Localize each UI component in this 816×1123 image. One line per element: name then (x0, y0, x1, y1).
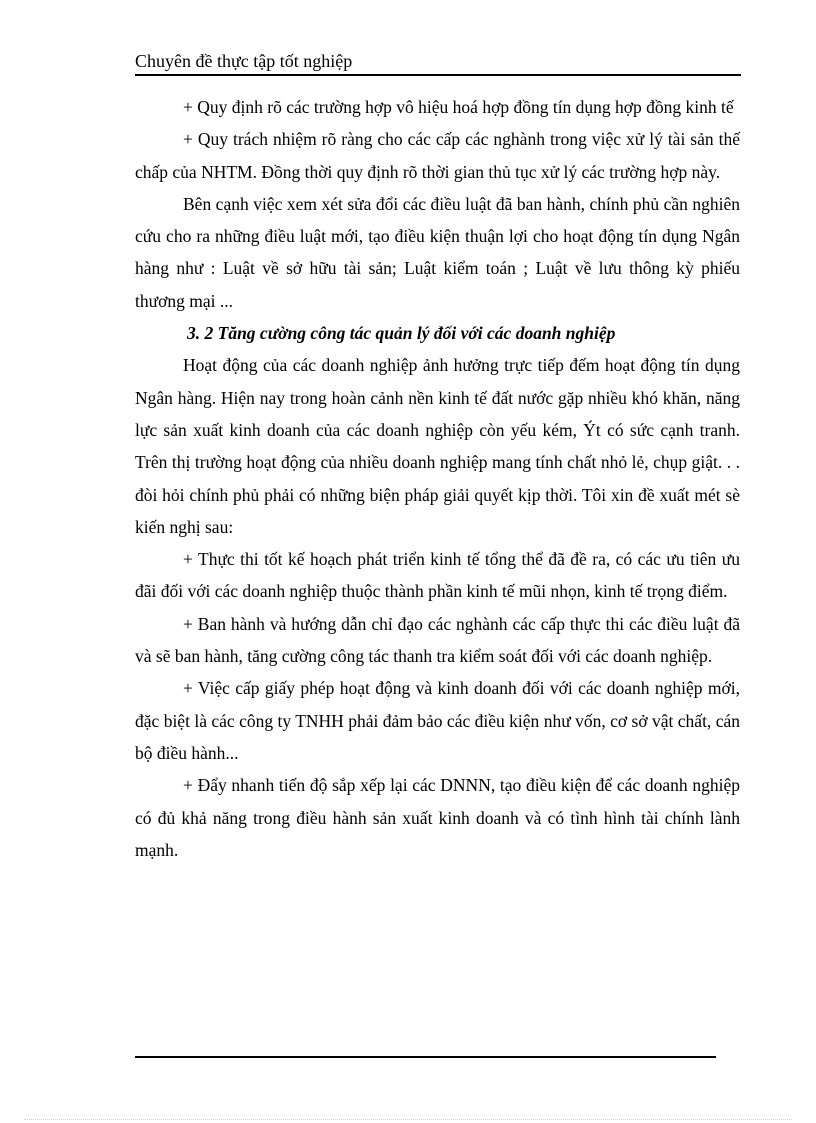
paragraph-new-laws: Bên cạnh việc xem xét sửa đổi các điều luật đã ban hành, chính phủ cần nghiên cứu cho ra những điều luật mới, tạo điều kiện thuận lợi cho hoạt động tín dụng Ngân hàng như : Luật về sở hữu tài sản; Luật kiểm toán ; Luật về lưu thông kỳ phiếu thương mại ... (135, 193, 740, 311)
paragraph-dnnn-restructure: + Đẩy nhanh tiến độ sắp xếp lại các DNNN, tạo điều kiện để các doanh nghiệp có đủ khả năng trong điều hành sản xuất kinh doanh và có tình hình tài chính lành mạnh. (135, 775, 740, 860)
section-heading: 3. 2 Tăng cường công tác quản lý đối với các doanh nghiệp (187, 323, 616, 344)
page-header (135, 49, 741, 76)
paragraph-guidance: + Ban hành và hướng dẫn chỉ đạo các nghành các cấp thực thi các điều luật đã và sẽ ban hành, tăng cường công tác thanh tra kiểm soát đối với các doanh nghiệp. (135, 613, 740, 667)
paragraph-enterprise-activity: Hoạt động của các doanh nghiệp ảnh hưởng trực tiếp đếm hoạt động tín dụng Ngân hàng. Hiện nay trong hoàn cảnh nền kinh tế đất nước gặp nhiều khó khăn, năng lực sản xuất kinh doanh của các doanh nghiệp còn yếu kém, Ýt có sức cạnh tranh. Trên thị trường hoạt động của nhiều doanh nghiệp mang tính chất nhỏ lẻ, chụp giật. . . đòi hỏi chính phủ phải có những biện pháp giải quyết kịp thời. Tôi xin đề xuất mét sè kiến nghị sau: (135, 355, 740, 537)
paragraph-economic-plan: + Thực thi tốt kế hoạch phát triển kinh tế tổng thể đã đề ra, có các ưu tiên ưu đãi đối với các doanh nghiệp thuộc thành phần kinh tế mũi nhọn, kinh tế trọng điểm. (135, 549, 740, 602)
paragraph-responsibility: + Quy trách nhiệm rõ ràng cho các cấp các nghành trong việc xử lý tài sản thế chấp của NHTM. Đồng thời quy định rõ thời gian thủ tục xử lý các trường hợp này. (135, 129, 740, 182)
footer-rule (135, 1056, 716, 1058)
page-bottom-border (24, 1119, 792, 1120)
document-body (135, 91, 740, 866)
paragraph-licensing: + Việc cấp giấy phép hoạt động và kinh doanh đối với các doanh nghiệp mới, đặc biệt là các công ty TNHH phải đảm bảo các điều kiện như vốn, cơ sở vật chất, cán bộ điều hành... (135, 678, 740, 763)
paragraph-void-contracts: + Quy định rõ các trường hợp vô hiệu hoá hợp đồng tín dụng hợp đồng kinh tế (183, 97, 734, 117)
header-title: Chuyên đề thực tập tốt nghiệp (135, 51, 353, 71)
